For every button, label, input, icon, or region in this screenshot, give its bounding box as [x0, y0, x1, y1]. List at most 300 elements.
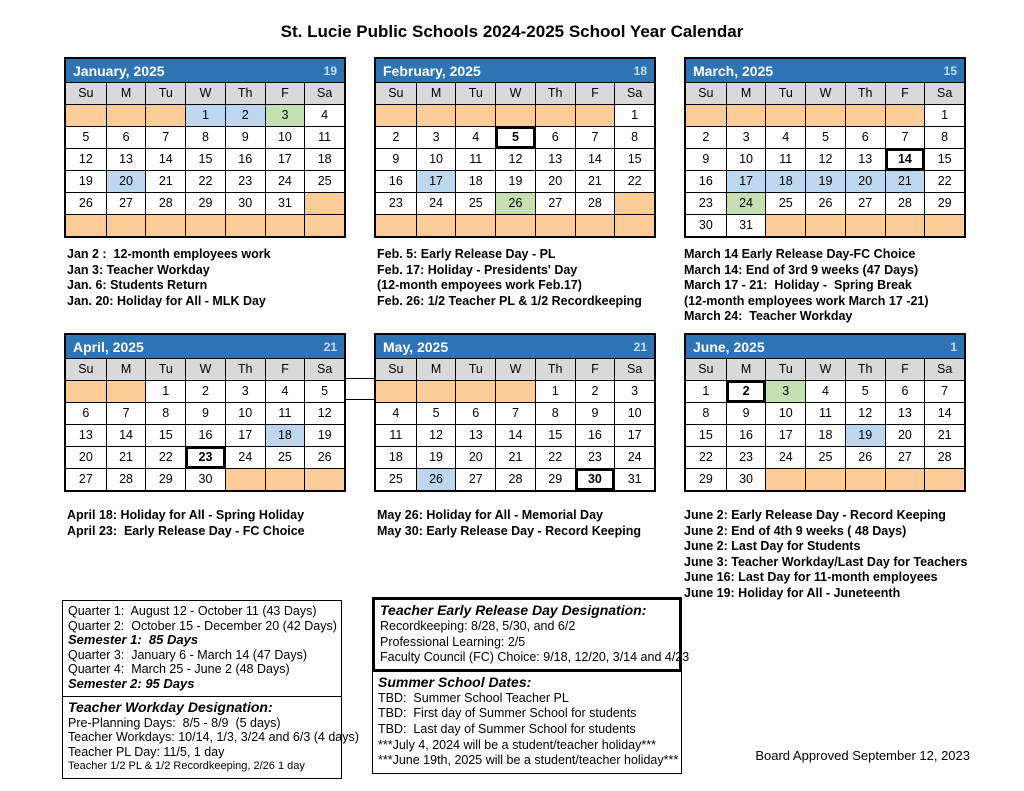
day-cell: 21	[885, 170, 925, 192]
month-header	[376, 59, 654, 82]
footer-middle-column	[372, 597, 690, 774]
day-cell	[66, 214, 106, 236]
day-cell: 5	[805, 126, 845, 148]
day-header-cell: W	[805, 358, 845, 380]
day-cell	[924, 214, 964, 236]
day-header-cell: M	[416, 358, 456, 380]
month-title: June, 2025	[693, 338, 765, 355]
day-cell: 18	[304, 148, 344, 170]
day-cell: 12	[416, 424, 456, 446]
day-header-cell: F	[885, 358, 925, 380]
text-line: ***July 4, 2024 will be a student/teacher holiday***	[378, 737, 656, 752]
day-cell: 29	[924, 192, 964, 214]
month-notes-february	[377, 247, 642, 309]
day-cell	[495, 104, 535, 126]
day-cell: 22	[145, 446, 185, 468]
day-header-cell: W	[495, 358, 535, 380]
day-header-cell: Tu	[145, 82, 185, 104]
day-header-cell: M	[416, 82, 456, 104]
day-cell	[765, 104, 805, 126]
day-cell: 31	[726, 214, 766, 236]
month-header	[66, 59, 344, 82]
day-cell: 15	[535, 424, 575, 446]
day-cell: 7	[106, 402, 146, 424]
day-cell: 2	[726, 380, 766, 402]
day-cell: 21	[495, 446, 535, 468]
day-cell: 27	[885, 446, 925, 468]
day-header-cell: W	[495, 82, 535, 104]
day-cell	[845, 214, 885, 236]
month-day-count: 21	[323, 339, 337, 354]
day-cell: 30	[726, 468, 766, 490]
day-cell: 31	[265, 192, 305, 214]
day-cell: 5	[845, 380, 885, 402]
day-cell: 16	[376, 170, 416, 192]
day-cell: 24	[765, 446, 805, 468]
day-cell: 27	[66, 468, 106, 490]
day-cell: 23	[575, 446, 615, 468]
note-line: Jan. 6: Students Return	[67, 278, 208, 292]
month-grid	[376, 358, 654, 490]
day-cell	[885, 104, 925, 126]
early-release-box	[372, 597, 690, 672]
day-cell: 15	[145, 424, 185, 446]
month-grid	[686, 82, 964, 236]
day-cell: 8	[924, 126, 964, 148]
day-cell: 28	[885, 192, 925, 214]
day-header-cell: W	[185, 358, 225, 380]
note-line: Jan 3: Teacher Workday	[67, 262, 210, 277]
day-cell: 2	[185, 380, 225, 402]
month-grid	[66, 82, 344, 236]
day-cell: 3	[614, 380, 654, 402]
day-header-cell: Su	[686, 358, 726, 380]
day-cell: 19	[845, 424, 885, 446]
text-line: TBD: Summer School Teacher PL	[378, 690, 569, 705]
day-cell: 16	[686, 170, 726, 192]
day-cell: 25	[805, 446, 845, 468]
day-cell	[416, 214, 456, 236]
day-cell: 20	[106, 170, 146, 192]
day-cell: 4	[265, 380, 305, 402]
note-line: May 30: Early Release Day - Record Keeping	[377, 523, 642, 538]
day-cell: 27	[845, 192, 885, 214]
day-cell: 8	[614, 126, 654, 148]
calendar-may	[374, 333, 656, 492]
day-cell: 10	[265, 126, 305, 148]
day-cell	[106, 214, 146, 236]
day-cell: 19	[416, 446, 456, 468]
day-cell	[924, 468, 964, 490]
note-line: Feb. 26: 1/2 Teacher PL & 1/2 Recordkeeping	[377, 293, 642, 308]
day-cell: 17	[726, 170, 766, 192]
month-title: April, 2025	[73, 338, 144, 355]
day-cell	[805, 104, 845, 126]
day-cell: 12	[805, 148, 845, 170]
day-header-cell: Th	[225, 82, 265, 104]
day-cell: 22	[185, 170, 225, 192]
note-line: April 18: Holiday for All - Spring Holiday	[67, 508, 305, 522]
day-cell: 14	[106, 424, 146, 446]
day-cell	[535, 104, 575, 126]
day-cell: 24	[726, 192, 766, 214]
month-notes-april	[67, 508, 305, 539]
day-cell: 6	[66, 402, 106, 424]
day-cell: 14	[495, 424, 535, 446]
month-header	[376, 335, 654, 358]
day-cell: 3	[726, 126, 766, 148]
day-cell: 18	[455, 170, 495, 192]
day-cell	[304, 214, 344, 236]
day-cell: 11	[376, 424, 416, 446]
day-cell	[885, 468, 925, 490]
day-cell: 31	[614, 468, 654, 490]
day-cell: 17	[765, 424, 805, 446]
day-header-cell: Tu	[765, 82, 805, 104]
month-day-count: 18	[633, 63, 647, 78]
text-line: Semester 1: 85 Days	[68, 632, 199, 648]
day-cell: 4	[455, 126, 495, 148]
day-header-cell: Th	[845, 358, 885, 380]
month-day-count: 19	[323, 63, 337, 78]
day-cell: 3	[765, 380, 805, 402]
day-cell: 9	[726, 402, 766, 424]
day-cell: 5	[416, 402, 456, 424]
month-notes-june	[684, 508, 967, 601]
day-cell: 21	[575, 170, 615, 192]
day-cell: 12	[495, 148, 535, 170]
day-cell: 15	[185, 148, 225, 170]
april-may-connector-line	[346, 378, 374, 400]
note-line: March 14 Early Release Day-FC Choice	[684, 247, 916, 261]
day-header-cell: Sa	[924, 82, 964, 104]
day-cell: 17	[614, 424, 654, 446]
day-cell: 14	[885, 148, 925, 170]
day-cell	[106, 104, 146, 126]
quarters-box	[62, 600, 342, 697]
text-line: TBD: Last day of Summer School for students	[378, 721, 636, 736]
day-cell	[106, 380, 146, 402]
day-cell: 13	[455, 424, 495, 446]
day-cell: 13	[66, 424, 106, 446]
day-cell: 22	[924, 170, 964, 192]
day-cell: 6	[535, 126, 575, 148]
day-cell: 1	[535, 380, 575, 402]
note-line: Jan. 20: Holiday for All - MLK Day	[67, 293, 266, 308]
day-cell: 1	[614, 104, 654, 126]
day-header-cell: Tu	[765, 358, 805, 380]
day-cell: 8	[185, 126, 225, 148]
day-cell: 23	[225, 170, 265, 192]
month-grid	[66, 358, 344, 490]
day-cell	[225, 214, 265, 236]
day-cell: 3	[225, 380, 265, 402]
day-header-cell: Tu	[455, 358, 495, 380]
day-cell	[765, 214, 805, 236]
day-header-cell: M	[106, 82, 146, 104]
day-cell	[376, 214, 416, 236]
day-cell: 9	[575, 402, 615, 424]
day-header-cell: F	[885, 82, 925, 104]
page-title: St. Lucie Public Schools 2024-2025 School Year Calendar	[280, 22, 744, 41]
day-header-cell: Su	[376, 82, 416, 104]
day-cell: 23	[686, 192, 726, 214]
day-cell: 7	[924, 380, 964, 402]
day-cell: 28	[106, 468, 146, 490]
day-cell: 17	[265, 148, 305, 170]
day-cell: 9	[225, 126, 265, 148]
day-header-cell: F	[575, 358, 615, 380]
day-cell: 24	[416, 192, 456, 214]
day-cell: 12	[304, 402, 344, 424]
day-cell	[805, 214, 845, 236]
day-cell: 28	[495, 468, 535, 490]
day-cell: 7	[885, 126, 925, 148]
board-approved-note: Board Approved September 12, 2023	[755, 748, 970, 763]
day-cell: 2	[686, 126, 726, 148]
day-cell: 24	[225, 446, 265, 468]
note-line: June 3: Teacher Workday/Last Day for Teachers	[684, 554, 968, 569]
day-header-cell: Tu	[455, 82, 495, 104]
text-line: Quarter 1: August 12 - October 11 (43 Days)	[68, 604, 317, 618]
note-line: (12-month empoyees work Feb.17)	[377, 278, 582, 292]
note-line: June 2: End of 4th 9 weeks ( 48 Days)	[684, 523, 907, 538]
day-cell: 30	[225, 192, 265, 214]
day-cell: 28	[924, 446, 964, 468]
note-line: June 2: Early Release Day - Record Keeping	[684, 508, 946, 522]
day-cell: 16	[225, 148, 265, 170]
day-cell: 14	[924, 402, 964, 424]
day-cell: 10	[225, 402, 265, 424]
day-cell: 9	[376, 148, 416, 170]
day-cell: 6	[106, 126, 146, 148]
day-cell: 18	[376, 446, 416, 468]
day-cell: 8	[686, 402, 726, 424]
day-cell	[495, 214, 535, 236]
day-cell: 5	[66, 126, 106, 148]
day-header-cell: F	[265, 358, 305, 380]
day-cell: 5	[304, 380, 344, 402]
day-cell: 6	[885, 380, 925, 402]
day-cell: 9	[686, 148, 726, 170]
text-line: ***June 19th, 2025 will be a student/teacher holiday***	[378, 753, 679, 768]
day-cell: 29	[145, 468, 185, 490]
note-line: June 2: Last Day for Students	[684, 539, 861, 553]
note-line: Feb. 5: Early Release Day - PL	[377, 247, 556, 261]
day-cell	[225, 468, 265, 490]
calendar-february	[374, 57, 656, 238]
summer-school-lines	[378, 690, 679, 769]
day-cell	[535, 214, 575, 236]
text-line: Semester 2: 95 Days	[68, 675, 195, 691]
day-cell: 12	[845, 402, 885, 424]
day-cell	[66, 380, 106, 402]
day-cell	[265, 214, 305, 236]
day-cell	[304, 468, 344, 490]
day-cell: 14	[145, 148, 185, 170]
day-cell	[495, 380, 535, 402]
note-line: March 14: End of 3rd 9 weeks (47 Days)	[684, 262, 919, 277]
day-cell: 10	[726, 148, 766, 170]
day-cell: 20	[455, 446, 495, 468]
day-cell	[416, 380, 456, 402]
day-header-cell: Th	[845, 82, 885, 104]
text-line: Quarter 3: January 6 - March 14 (47 Days)	[68, 647, 307, 662]
note-line: June 16: Last Day for 11-month employees	[684, 570, 938, 584]
day-cell	[416, 104, 456, 126]
text-line: Quarter 4: March 25 - June 2 (48 Days)	[68, 662, 290, 677]
day-cell: 18	[765, 170, 805, 192]
text-line: Quarter 2: October 15 - December 20 (42 Days)	[68, 618, 337, 633]
day-cell: 10	[416, 148, 456, 170]
month-day-count: 15	[943, 63, 957, 78]
day-cell	[575, 104, 615, 126]
day-cell: 19	[495, 170, 535, 192]
day-cell: 30	[185, 468, 225, 490]
day-cell: 18	[805, 424, 845, 446]
day-cell: 4	[376, 402, 416, 424]
day-header-cell: M	[106, 358, 146, 380]
day-cell: 27	[455, 468, 495, 490]
day-header-cell: M	[726, 358, 766, 380]
month-title: January, 2025	[73, 62, 165, 79]
note-line: Feb. 17: Holiday - Presidents' Day	[377, 262, 578, 277]
month-header	[686, 59, 964, 82]
day-cell: 20	[885, 424, 925, 446]
day-cell: 26	[845, 446, 885, 468]
month-header	[686, 335, 964, 358]
day-cell: 27	[106, 192, 146, 214]
teacher-workday-heading: Teacher Workday Designation:	[68, 698, 273, 715]
day-cell: 13	[106, 148, 146, 170]
note-line: Jan 2 : 12-month employees work	[67, 247, 271, 261]
day-cell: 29	[686, 468, 726, 490]
text-line: TBD: First day of Summer School for students	[378, 706, 637, 721]
day-cell: 23	[185, 446, 225, 468]
day-cell: 27	[535, 192, 575, 214]
early-release-heading: Teacher Early Release Day Designation:	[380, 602, 647, 618]
day-header-cell: Su	[686, 82, 726, 104]
day-cell	[376, 380, 416, 402]
day-cell: 21	[924, 424, 964, 446]
note-line: June 19: Holiday for All - Juneteenth	[684, 585, 901, 600]
day-header-cell: F	[575, 82, 615, 104]
day-cell: 25	[455, 192, 495, 214]
day-header-cell: Tu	[145, 358, 185, 380]
day-header-cell: F	[265, 82, 305, 104]
text-line: Faculty Council (FC) Choice: 9/18, 12/20, 3/14 and 4/23	[380, 650, 690, 665]
day-cell: 29	[185, 192, 225, 214]
day-cell	[845, 104, 885, 126]
note-line: May 26: Holiday for All - Memorial Day	[377, 508, 603, 522]
text-line: Teacher 1/2 PL & 1/2 Recordkeeping, 2/26 1 day	[68, 760, 305, 773]
month-title: May, 2025	[383, 338, 449, 355]
day-cell: 1	[686, 380, 726, 402]
day-cell: 4	[805, 380, 845, 402]
day-cell	[686, 104, 726, 126]
day-cell: 13	[885, 402, 925, 424]
day-header-cell: Th	[535, 82, 575, 104]
note-line: March 17 - 21: Holiday - Spring Break	[684, 278, 912, 292]
day-cell	[304, 192, 344, 214]
day-cell: 8	[145, 402, 185, 424]
day-header-cell: Sa	[304, 82, 344, 104]
day-cell: 1	[145, 380, 185, 402]
day-cell	[376, 104, 416, 126]
day-cell: 7	[145, 126, 185, 148]
text-line: Recordkeeping: 8/28, 5/30, and 6/2	[380, 619, 576, 633]
day-cell	[726, 104, 766, 126]
day-cell: 17	[416, 170, 456, 192]
day-cell: 8	[535, 402, 575, 424]
day-cell: 3	[416, 126, 456, 148]
day-cell: 26	[304, 446, 344, 468]
note-line: April 23: Early Release Day - FC Choice	[67, 523, 305, 538]
day-cell: 6	[845, 126, 885, 148]
calendar-april	[64, 333, 346, 492]
day-cell: 16	[185, 424, 225, 446]
calendar-march	[684, 57, 966, 238]
day-cell: 11	[765, 148, 805, 170]
day-cell: 10	[614, 402, 654, 424]
day-cell: 26	[805, 192, 845, 214]
day-cell: 6	[455, 402, 495, 424]
day-header-cell: W	[185, 82, 225, 104]
day-cell: 10	[765, 402, 805, 424]
day-cell	[66, 104, 106, 126]
day-header-cell: Sa	[614, 358, 654, 380]
day-cell: 21	[106, 446, 146, 468]
day-cell: 2	[575, 380, 615, 402]
day-cell: 19	[805, 170, 845, 192]
day-cell: 25	[765, 192, 805, 214]
day-cell	[455, 214, 495, 236]
day-cell: 22	[686, 446, 726, 468]
early-release-lines	[380, 619, 690, 666]
day-cell: 20	[66, 446, 106, 468]
day-cell	[845, 468, 885, 490]
day-cell: 15	[924, 148, 964, 170]
day-cell: 5	[495, 126, 535, 148]
day-cell: 22	[535, 446, 575, 468]
day-cell: 13	[845, 148, 885, 170]
day-cell: 20	[845, 170, 885, 192]
day-cell: 18	[265, 424, 305, 446]
day-cell	[575, 214, 615, 236]
day-cell: 30	[575, 468, 615, 490]
day-cell	[455, 380, 495, 402]
calendar-january	[64, 57, 346, 238]
summer-school-heading: Summer School Dates:	[378, 673, 532, 690]
note-line: (12-month employees work March 17 -21)	[684, 293, 929, 308]
day-cell: 11	[304, 126, 344, 148]
text-line: Teacher Workdays: 10/14, 1/3, 3/24 and 6/3 (4 days)	[68, 730, 359, 745]
day-cell: 11	[805, 402, 845, 424]
month-header	[66, 335, 344, 358]
day-header-cell: Su	[376, 358, 416, 380]
text-line: Pre-Planning Days: 8/5 - 8/9 (5 days)	[68, 715, 281, 730]
day-cell: 15	[614, 148, 654, 170]
day-cell: 11	[455, 148, 495, 170]
teacher-workday-lines	[68, 715, 359, 774]
day-header-cell: Sa	[614, 82, 654, 104]
day-header-cell: Su	[66, 82, 106, 104]
day-cell: 16	[726, 424, 766, 446]
day-cell: 7	[575, 126, 615, 148]
day-cell: 16	[575, 424, 615, 446]
day-header-cell: Th	[535, 358, 575, 380]
day-cell: 4	[304, 104, 344, 126]
